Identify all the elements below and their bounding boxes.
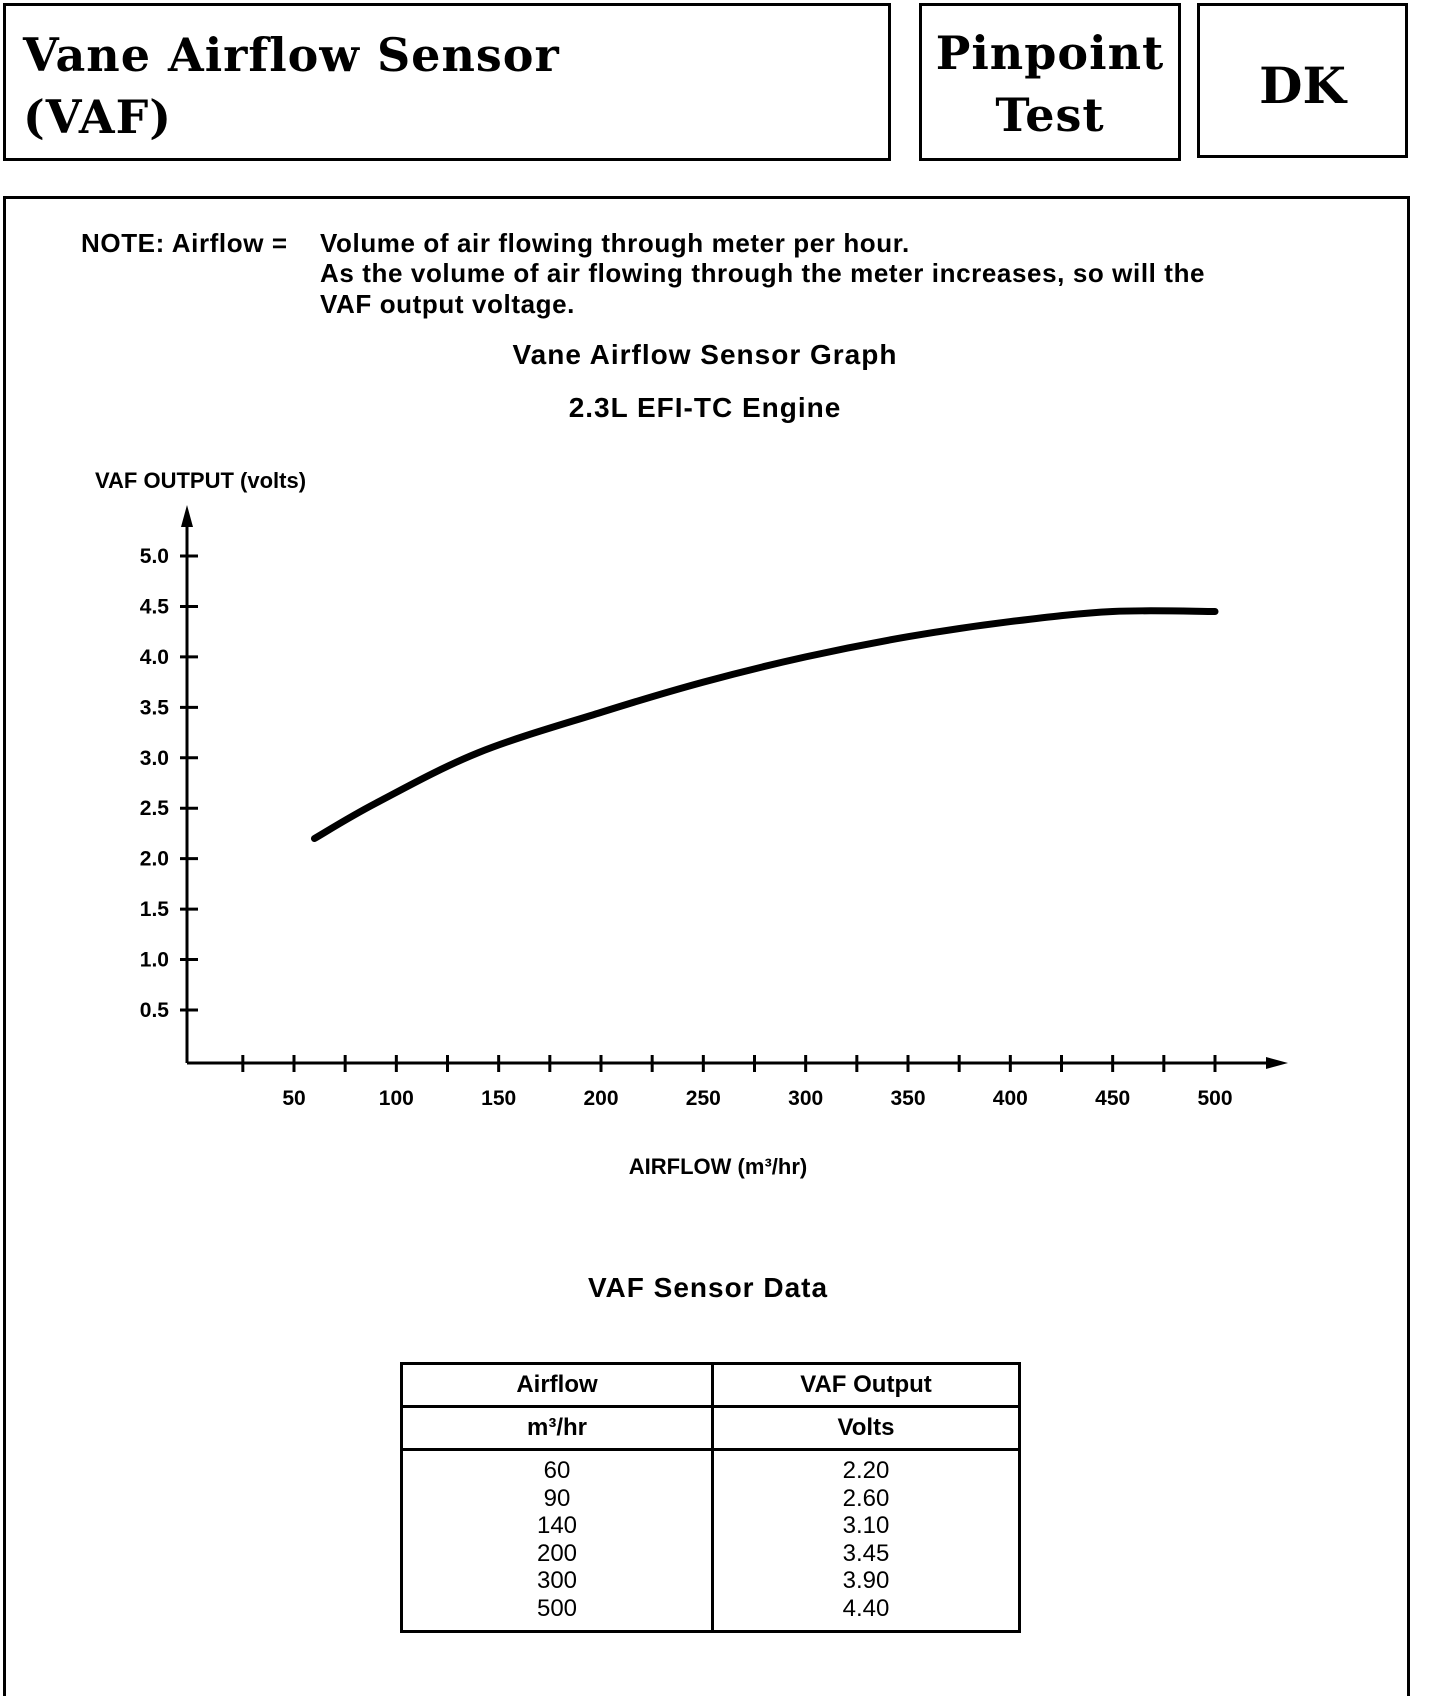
- table-cell-volts: 3.10: [842, 1512, 890, 1539]
- x-tick-label: 150: [481, 1087, 517, 1110]
- x-axis-label: AIRFLOW (m³/hr): [628, 1154, 808, 1179]
- vaf-data-table: [400, 1362, 1021, 1633]
- y-axis-label: VAF OUTPUT (volts): [95, 468, 307, 493]
- x-axis-arrow: [1266, 1057, 1288, 1069]
- x-tick-label: 350: [890, 1087, 926, 1110]
- airflow-unit: m³/hr: [402, 1407, 713, 1450]
- x-tick-label: 400: [992, 1087, 1028, 1110]
- vaf-output-curve: [314, 611, 1215, 839]
- y-tick-label: 1.0: [139, 948, 169, 972]
- test-code: DK: [1259, 56, 1346, 115]
- title-line-1: Vane Airflow Sensor: [23, 28, 560, 82]
- note-line-3: VAF output voltage.: [320, 289, 576, 319]
- y-axis-arrow: [181, 505, 193, 527]
- y-tick-label: 4.0: [139, 645, 169, 669]
- y-tick-label: 4.5: [139, 595, 169, 619]
- table-title: VAF Sensor Data: [587, 1272, 829, 1303]
- x-tick-label: 500: [1197, 1087, 1233, 1110]
- table-cell-airflow: 500: [536, 1594, 578, 1622]
- airflow-header: Airflow: [402, 1364, 713, 1407]
- table-cell-volts: 4.40: [842, 1594, 890, 1622]
- chart-subtitle: 2.3L EFI-TC Engine: [568, 392, 842, 423]
- table-cell-airflow: 200: [536, 1539, 578, 1567]
- chart-title: Vane Airflow Sensor Graph: [512, 339, 898, 370]
- table-cell-airflow: 140: [536, 1512, 578, 1539]
- test-label: Test: [995, 88, 1105, 142]
- title-line-2: (VAF): [23, 90, 172, 144]
- y-tick-label: 1.5: [139, 898, 169, 922]
- vaf-output-header: VAF Output: [713, 1364, 1020, 1407]
- y-tick-label: 2.0: [139, 847, 169, 871]
- y-tick-label: 0.5: [139, 999, 169, 1022]
- x-tick-label: 250: [685, 1087, 721, 1110]
- airflow-column: [402, 1450, 713, 1632]
- table-cell-volts: 2.60: [842, 1484, 890, 1512]
- x-tick-label: 50: [282, 1087, 306, 1110]
- x-tick-label: 100: [378, 1087, 414, 1110]
- y-tick-label: 3.0: [139, 746, 169, 770]
- table-cell-airflow: 90: [543, 1484, 571, 1512]
- note-line-2: As the volume of air flowing through the meter increases, so will the: [320, 258, 1206, 288]
- table-cell-volts: 3.90: [842, 1567, 890, 1594]
- table-cell-volts: 3.45: [842, 1539, 890, 1567]
- volts-column: [713, 1450, 1020, 1632]
- table-cell-airflow: 60: [543, 1457, 571, 1484]
- y-tick-label: 2.5: [139, 797, 169, 821]
- volts-unit: Volts: [713, 1407, 1020, 1450]
- note-line-1: Volume of air flowing through meter per hour.: [320, 228, 910, 258]
- x-tick-label: 450: [1095, 1087, 1131, 1110]
- y-tick-label: 3.5: [139, 696, 169, 720]
- note-label: NOTE: Airflow =: [81, 228, 288, 258]
- x-tick-label: 200: [583, 1087, 619, 1110]
- x-tick-label: 300: [788, 1087, 824, 1110]
- y-tick-label: 5.0: [139, 545, 169, 568]
- table-cell-volts: 2.20: [842, 1457, 890, 1484]
- pinpoint-label: Pinpoint: [935, 26, 1165, 80]
- table-cell-airflow: 300: [536, 1567, 578, 1594]
